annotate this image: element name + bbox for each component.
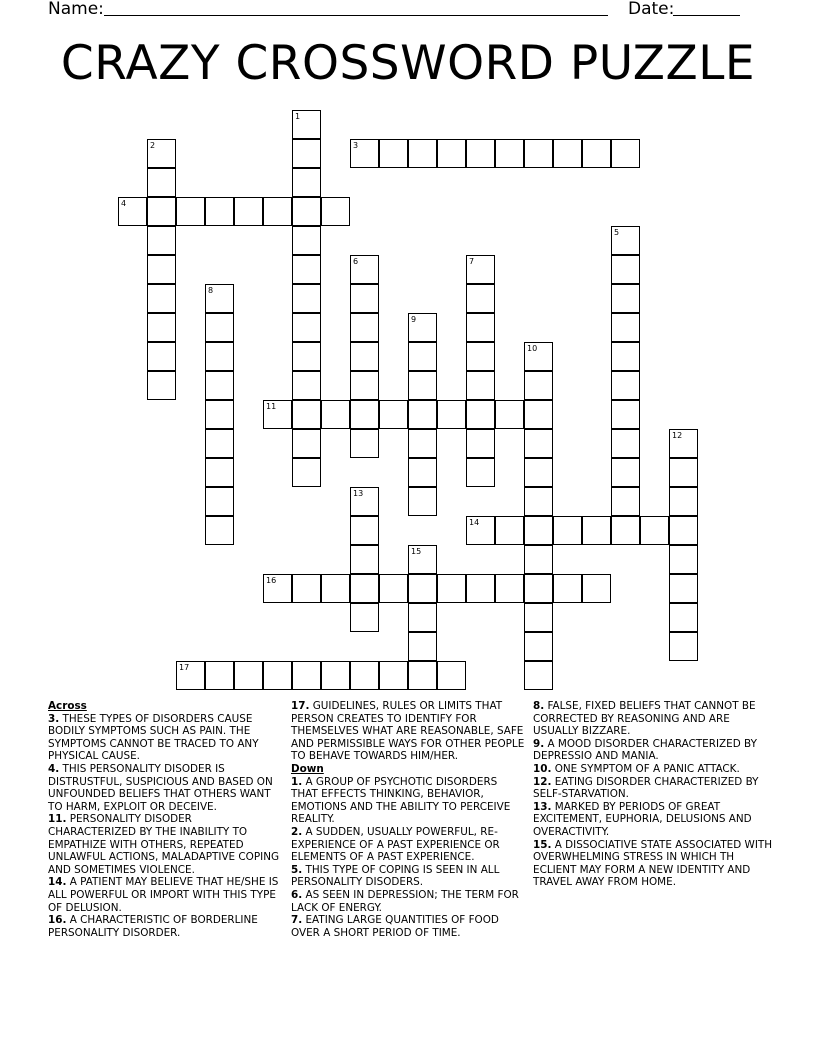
clue-item <box>533 700 773 738</box>
grid-cell[interactable] <box>524 400 553 429</box>
grid-cell[interactable] <box>350 545 379 574</box>
grid-cell[interactable] <box>524 632 553 661</box>
clue-item-number: 3. <box>48 712 60 725</box>
grid-cell[interactable] <box>350 371 379 400</box>
grid-cell[interactable] <box>524 516 553 545</box>
grid-cell[interactable] <box>205 516 234 545</box>
clue-item-number: 8. <box>533 700 545 712</box>
grid-cell[interactable] <box>176 661 205 690</box>
grid-cell[interactable] <box>437 139 466 168</box>
grid-cell[interactable] <box>524 661 553 690</box>
grid-cell[interactable] <box>263 574 292 603</box>
grid-cell[interactable] <box>669 603 698 632</box>
grid-cell[interactable] <box>408 487 437 516</box>
grid-cell[interactable] <box>408 429 437 458</box>
clue-item-text: A SUDDEN, USUALLY POWERFUL, RE-EXPERIENCE OF A PAST EXPERIENCE OR ELEMENTS OF A PAST EXPERIENCE. <box>291 825 500 864</box>
clue-number: 2 <box>150 141 156 150</box>
grid-cell[interactable] <box>611 255 640 284</box>
grid-cell[interactable] <box>147 342 176 371</box>
grid-cell[interactable] <box>553 516 582 545</box>
clue-item <box>533 801 773 839</box>
clue-item <box>533 839 773 889</box>
grid-cell[interactable] <box>350 255 379 284</box>
clue-number: 13 <box>353 489 364 498</box>
grid-cell[interactable] <box>495 516 524 545</box>
clue-item-text: A MOOD DISORDER CHARACTERIZED BY DEPRESSIO AND MANIA. <box>533 737 757 763</box>
grid-cell[interactable] <box>611 516 640 545</box>
clue-item-text: ONE SYMPTOM OF A PANIC ATTACK. <box>551 762 740 775</box>
grid-cell[interactable] <box>147 168 176 197</box>
grid-cell[interactable] <box>321 574 350 603</box>
grid-cell[interactable] <box>234 197 263 226</box>
grid-cell[interactable] <box>669 429 698 458</box>
grid-cell[interactable] <box>408 603 437 632</box>
clue-number: 8 <box>208 286 214 295</box>
clue-item-text: EATING LARGE QUANTITIES OF FOOD OVER A SHORT PERIOD OF TIME. <box>291 914 499 939</box>
grid-cell[interactable] <box>466 313 495 342</box>
clue-number: 14 <box>469 518 480 527</box>
grid-cell[interactable] <box>495 574 524 603</box>
grid-cell[interactable] <box>147 226 176 255</box>
grid-cell[interactable] <box>524 603 553 632</box>
grid-cell[interactable] <box>524 458 553 487</box>
grid-cell[interactable] <box>669 574 698 603</box>
grid-cell[interactable] <box>611 400 640 429</box>
clue-item-number: 15. <box>533 838 552 851</box>
grid-cell[interactable] <box>582 574 611 603</box>
grid-cell[interactable] <box>350 429 379 458</box>
clue-item-number: 16. <box>48 914 67 927</box>
grid-cell[interactable] <box>524 487 553 516</box>
clue-item-number: 17. <box>291 700 310 712</box>
clue-item-text: FALSE, FIXED BELIEFS THAT CANNOT BE CORRECTED BY REASONING AND ARE USUALLY BIZZARE. <box>533 700 756 738</box>
grid-cell[interactable] <box>350 487 379 516</box>
clue-item-number: 14. <box>48 876 67 889</box>
grid-cell[interactable] <box>350 400 379 429</box>
clue-item-number: 13. <box>533 800 552 813</box>
grid-cell[interactable] <box>292 342 321 371</box>
clue-number: 17 <box>179 663 190 672</box>
grid-cell[interactable] <box>205 661 234 690</box>
grid-cell[interactable] <box>466 574 495 603</box>
grid-cell[interactable] <box>408 342 437 371</box>
grid-cell[interactable] <box>379 139 408 168</box>
grid-cell[interactable] <box>205 400 234 429</box>
grid-cell[interactable] <box>669 516 698 545</box>
grid-cell[interactable] <box>350 139 379 168</box>
clue-item-text: THESE TYPES OF DISORDERS CAUSE BODILY SYMPTOMS SUCH AS PAIN. THE SYMPTOMS CANNOT BE TRACED TO ANY PHYSICAL CAUSE. <box>48 712 259 763</box>
grid-cell[interactable] <box>292 661 321 690</box>
grid-cell[interactable] <box>611 342 640 371</box>
grid-cell[interactable] <box>292 255 321 284</box>
grid-cell[interactable] <box>408 458 437 487</box>
grid-cell[interactable] <box>350 516 379 545</box>
clue-item <box>291 776 527 826</box>
grid-cell[interactable] <box>205 313 234 342</box>
grid-cell[interactable] <box>292 458 321 487</box>
grid-cell[interactable] <box>292 371 321 400</box>
clue-number: 12 <box>672 431 683 440</box>
clue-item-number: 1. <box>291 775 303 788</box>
clues-column-2 <box>291 700 527 939</box>
clue-item <box>48 914 280 939</box>
clue-number: 16 <box>266 576 277 585</box>
grid-cell[interactable] <box>611 284 640 313</box>
clue-number: 4 <box>121 199 127 208</box>
grid-cell[interactable] <box>147 284 176 313</box>
grid-cell[interactable] <box>524 429 553 458</box>
grid-cell[interactable] <box>292 197 321 226</box>
clue-item <box>48 813 280 876</box>
grid-cell[interactable] <box>147 313 176 342</box>
grid-cell[interactable] <box>408 545 437 574</box>
clue-item <box>533 776 773 801</box>
clue-item <box>48 876 280 914</box>
clue-item <box>48 763 280 813</box>
clue-item <box>533 738 773 763</box>
down-heading: Down <box>291 762 324 775</box>
grid-cell[interactable] <box>147 139 176 168</box>
clue-item <box>48 713 280 763</box>
grid-cell[interactable] <box>408 661 437 690</box>
clue-item-text: MARKED BY PERIODS OF GREAT EXCITEMENT, EUPHORIA, DELUSIONS AND OVERACTIVITY. <box>533 800 752 838</box>
grid-cell[interactable] <box>379 400 408 429</box>
clue-item-text: A PATIENT MAY BELIEVE THAT HE/SHE IS ALL POWERFUL OR IMPORT WITH THIS TYPE OF DELUSION. <box>48 876 279 914</box>
grid-cell[interactable] <box>669 487 698 516</box>
grid-cell[interactable] <box>379 574 408 603</box>
grid-cell[interactable] <box>321 197 350 226</box>
clue-item-number: 5. <box>291 863 303 876</box>
grid-cell[interactable] <box>263 400 292 429</box>
grid-cell[interactable] <box>292 429 321 458</box>
grid-cell[interactable] <box>408 313 437 342</box>
grid-cell[interactable] <box>292 400 321 429</box>
clue-item <box>533 763 773 776</box>
across-heading: Across <box>48 700 87 712</box>
clues-column-1 <box>48 700 280 939</box>
grid-cell[interactable] <box>611 458 640 487</box>
grid-cell[interactable] <box>582 139 611 168</box>
grid-cell[interactable] <box>408 574 437 603</box>
clue-number: 11 <box>266 402 277 411</box>
grid-cell[interactable] <box>495 139 524 168</box>
clue-item <box>291 889 527 914</box>
clue-number: 7 <box>469 257 475 266</box>
clue-item <box>291 864 527 889</box>
grid-cell[interactable] <box>263 197 292 226</box>
name-label: Name: <box>48 0 104 19</box>
grid-cell[interactable] <box>408 632 437 661</box>
grid-cell[interactable] <box>205 458 234 487</box>
grid-cell[interactable] <box>466 284 495 313</box>
grid-cell[interactable] <box>205 284 234 313</box>
grid-cell[interactable] <box>205 487 234 516</box>
clue-number: 5 <box>614 228 620 237</box>
date-label: Date: <box>628 0 675 19</box>
grid-cell[interactable] <box>147 197 176 226</box>
grid-cell[interactable] <box>292 313 321 342</box>
grid-cell[interactable] <box>437 661 466 690</box>
clue-item <box>291 826 527 864</box>
grid-cell[interactable] <box>205 342 234 371</box>
clue-item-text: THIS PERSONALITY DISODER IS DISTRUSTFUL, SUSPICIOUS AND BASED ON UNFOUNDED BELIEFS THAT OTHERS WANT TO HARM, EXPLOIT OR DECEIVE. <box>48 762 273 813</box>
clue-item-text: PERSONALITY DISODER CHARACTERIZED BY THE INABILITY TO EMPATHIZE WITH OTHERS, REPEATED UNLAWFUL ACTIONS, MALADAPTIVE COPING AND SOMETIMES VIOLENCE. <box>48 813 280 876</box>
grid-cell[interactable] <box>292 574 321 603</box>
grid-cell[interactable] <box>321 661 350 690</box>
clue-number: 9 <box>411 315 417 324</box>
clue-item-number: 12. <box>533 775 552 788</box>
grid-cell[interactable] <box>118 197 147 226</box>
grid-cell[interactable] <box>466 342 495 371</box>
clue-item-number: 11. <box>48 813 67 826</box>
grid-cell[interactable] <box>582 516 611 545</box>
grid-cell[interactable] <box>611 226 640 255</box>
grid-cell[interactable] <box>350 603 379 632</box>
clue-number: 6 <box>353 257 359 266</box>
clue-item-text: A DISSOCIATIVE STATE ASSOCIATED WITH OVERWHELMING STRESS IN WHICH TH ECLIENT MAY FORM A NEW IDENTITY AND TRAVEL AWAY FROM HOME. <box>533 838 773 889</box>
clue-item-text: GUIDELINES, RULES OR LIMITS THAT PERSON CREATES TO IDENTIFY FOR THEMSELVES WHAT ARE REASONABLE, SAFE AND PERMISSIBLE WAYS FOR OTHER PEOPLE TO BEHAVE TOWARDS HIM/HER. <box>291 700 525 763</box>
grid-cell[interactable] <box>553 139 582 168</box>
grid-cell[interactable] <box>437 400 466 429</box>
grid-cell[interactable] <box>466 255 495 284</box>
grid-cell[interactable] <box>524 342 553 371</box>
grid-cell[interactable] <box>205 371 234 400</box>
page-title: CRAZY CROSSWORD PUZZLE <box>60 36 756 91</box>
clue-number: 1 <box>295 112 301 121</box>
grid-cell[interactable] <box>292 139 321 168</box>
clue-item-text: EATING DISORDER CHARACTERIZED BY SELF-STARVATION. <box>533 775 759 801</box>
grid-cell[interactable] <box>350 574 379 603</box>
grid-cell[interactable] <box>292 168 321 197</box>
grid-cell[interactable] <box>524 545 553 574</box>
grid-cell[interactable] <box>205 429 234 458</box>
clue-item <box>291 700 527 763</box>
clue-item-number: 4. <box>48 762 60 775</box>
grid-cell[interactable] <box>466 458 495 487</box>
grid-cell[interactable] <box>205 197 234 226</box>
clue-item-number: 2. <box>291 825 303 838</box>
grid-cell[interactable] <box>466 400 495 429</box>
clue-item-number: 7. <box>291 914 303 927</box>
grid-cell[interactable] <box>321 400 350 429</box>
grid-cell[interactable] <box>524 371 553 400</box>
grid-cell[interactable] <box>379 661 408 690</box>
grid-cell[interactable] <box>292 110 321 139</box>
clue-item-text: A CHARACTERISTIC OF BORDERLINE PERSONALITY DISORDER. <box>48 914 258 939</box>
grid-cell[interactable] <box>611 429 640 458</box>
clue-item-number: 10. <box>533 762 552 775</box>
grid-cell[interactable] <box>611 139 640 168</box>
grid-cell[interactable] <box>524 139 553 168</box>
grid-cell[interactable] <box>611 371 640 400</box>
clue-number: 15 <box>411 547 422 556</box>
clue-item-text: A GROUP OF PSYCHOTIC DISORDERS THAT EFFECTS THINKING, BEHAVIOR, EMOTIONS AND THE ABILITY TO PERCEIVE REALITY. <box>291 775 511 826</box>
grid-cell[interactable] <box>263 661 292 690</box>
clue-item-text: AS SEEN IN DEPRESSION; THE TERM FOR LACK OF ENERGY. <box>291 888 519 914</box>
grid-cell[interactable] <box>350 342 379 371</box>
grid-cell[interactable] <box>466 139 495 168</box>
clue-number: 10 <box>527 344 538 353</box>
grid-cell[interactable] <box>437 574 466 603</box>
grid-cell[interactable] <box>408 400 437 429</box>
grid-cell[interactable] <box>234 661 263 690</box>
grid-cell[interactable] <box>176 197 205 226</box>
grid-cell[interactable] <box>611 313 640 342</box>
clue-item-number: 9. <box>533 737 545 750</box>
grid-cell[interactable] <box>466 516 495 545</box>
grid-cell[interactable] <box>147 371 176 400</box>
clues-column-3 <box>533 700 773 889</box>
clue-number: 3 <box>353 141 359 150</box>
clue-item-text: THIS TYPE OF COPING IS SEEN IN ALL PERSONALITY DISODERS. <box>291 863 500 889</box>
grid-cell[interactable] <box>669 458 698 487</box>
grid-cell[interactable] <box>466 371 495 400</box>
grid-cell[interactable] <box>350 313 379 342</box>
clue-item <box>291 914 527 939</box>
grid-cell[interactable] <box>495 400 524 429</box>
grid-cell[interactable] <box>669 545 698 574</box>
grid-cell[interactable] <box>350 661 379 690</box>
grid-cell[interactable] <box>553 574 582 603</box>
grid-cell[interactable] <box>408 371 437 400</box>
grid-cell[interactable] <box>292 226 321 255</box>
grid-cell[interactable] <box>524 574 553 603</box>
grid-cell[interactable] <box>147 255 176 284</box>
grid-cell[interactable] <box>640 516 669 545</box>
grid-cell[interactable] <box>292 284 321 313</box>
grid-cell[interactable] <box>466 429 495 458</box>
grid-cell[interactable] <box>611 487 640 516</box>
grid-cell[interactable] <box>350 284 379 313</box>
clue-item-number: 6. <box>291 888 303 901</box>
grid-cell[interactable] <box>408 139 437 168</box>
grid-cell[interactable] <box>669 632 698 661</box>
